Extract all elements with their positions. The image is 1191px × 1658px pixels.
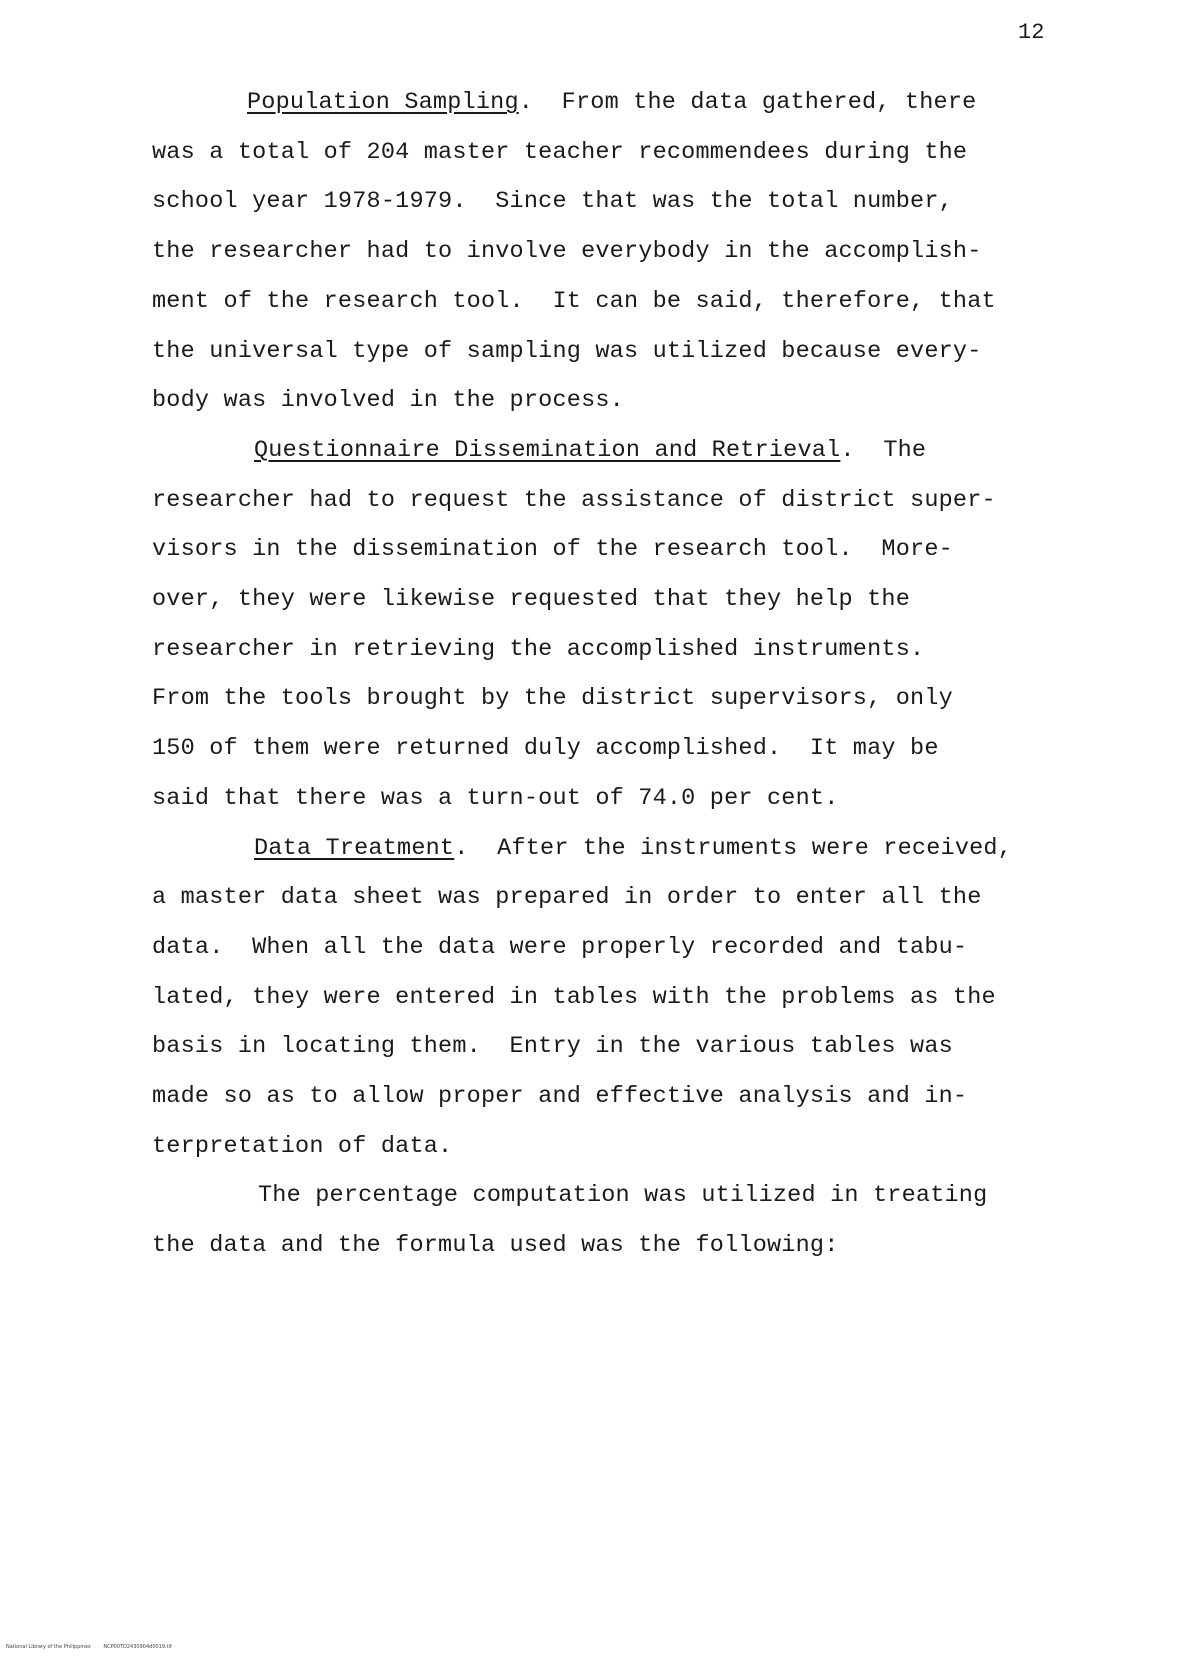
- page-number: 12: [1018, 20, 1045, 45]
- paragraph-line: [152, 78, 1102, 128]
- paragraph-line: said that there was a turn-out of 74.0 per cent.: [152, 784, 839, 812]
- paragraph-line: lated, they were entered in tables with the problems as the: [152, 983, 996, 1011]
- paragraph-line: visors in the dissemination of the research tool. More-: [152, 536, 953, 564]
- paragraph-line: 150 of them were returned duly accomplished. It may be: [152, 735, 939, 763]
- paragraph-line: the data and the formula used was the following:: [152, 1232, 839, 1260]
- scan-footer: [6, 1644, 172, 1650]
- paragraph-line: the universal type of sampling was utilized because every-: [152, 337, 982, 365]
- paragraph-line: data. When all the data were properly recorded and tabu-: [152, 933, 968, 961]
- paragraph-line: ment of the research tool. It can be said, therefore, that: [152, 287, 996, 315]
- section-heading-population-sampling: Population Sampling: [247, 89, 519, 116]
- text-fragment: . After the instruments were received,: [454, 834, 1013, 862]
- paragraph-line: From the tools brought by the district supervisors, only: [152, 685, 953, 713]
- paragraph-line: terpretation of data.: [152, 1132, 453, 1160]
- section-heading-questionnaire: Questionnaire Dissemination and Retrieval: [254, 436, 841, 464]
- text-fragment: . From the data gathered, there: [518, 89, 977, 116]
- footer-library: National Library of the Philippines: [6, 1644, 91, 1650]
- paragraph-line: made so as to allow proper and effective analysis and in-: [152, 1083, 968, 1111]
- paragraph-line: researcher in retrieving the accomplished instruments.: [152, 635, 925, 663]
- paragraph-line: a master data sheet was prepared in order to enter all the: [152, 884, 982, 912]
- paragraph-line: was a total of 204 master teacher recommendees during the: [152, 138, 968, 166]
- paragraph-line: school year 1978-1979. Since that was the total number,: [152, 188, 953, 216]
- paragraph-line: researcher had to request the assistance of district super-: [152, 486, 996, 514]
- paragraph-line: body was involved in the process.: [152, 387, 624, 415]
- paragraph-line: basis in locating them. Entry in the various tables was: [152, 1033, 953, 1061]
- text-fragment: . The: [840, 436, 927, 464]
- footer-code: NCP00TD2430904d0019.tif: [103, 1644, 172, 1650]
- paragraph-line: [152, 426, 1102, 476]
- paragraph-line: over, they were likewise requested that they help the: [152, 586, 911, 614]
- paragraph-line: [152, 824, 1102, 874]
- paragraph-line: The percentage computation was utilized in treating: [258, 1182, 988, 1210]
- section-heading-data-treatment: Data Treatment: [254, 834, 455, 862]
- paragraph-line: the researcher had to involve everybody in the accomplish-: [152, 238, 982, 266]
- document-body: [152, 78, 1102, 1271]
